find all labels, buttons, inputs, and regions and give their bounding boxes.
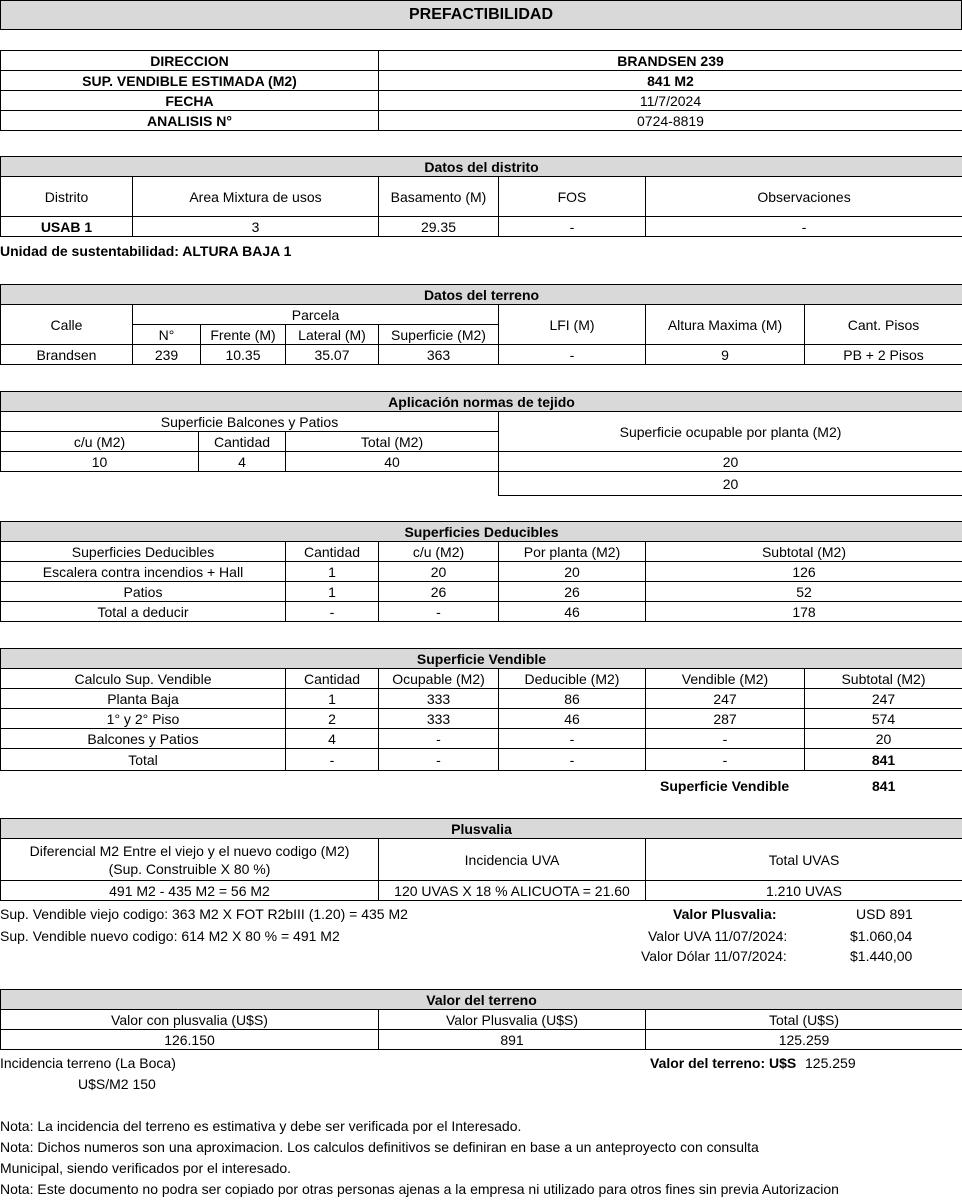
info-value: 11/7/2024	[379, 91, 962, 111]
distrito-table	[0, 156, 962, 237]
col-header-line: (Sup. Construible X 80 %)	[108, 860, 271, 877]
col-header: Total UVAS	[646, 839, 962, 881]
info-label: DIRECCION	[1, 51, 379, 71]
cell: Planta Baja	[1, 689, 286, 709]
empty-cell	[199, 472, 286, 496]
col-header: Superficie ocupable por planta (M2)	[499, 412, 962, 452]
col-header: Vendible (M2)	[646, 669, 805, 689]
cell: -	[379, 749, 499, 771]
valor-dolar-label: Valor Dólar 11/07/2024:	[641, 948, 787, 964]
col-header: Superficie Balcones y Patios	[1, 412, 499, 432]
distrito-note: Unidad de sustentabilidad: ALTURA BAJA 1	[0, 243, 292, 259]
cell: 1.210 UVAS	[646, 881, 962, 901]
cell: Total	[1, 749, 286, 771]
info-label: ANALISIS N°	[1, 111, 379, 131]
cell: 239	[133, 345, 201, 365]
cell: -	[379, 729, 499, 749]
col-header: Superficies Deducibles	[1, 542, 286, 562]
cell: 9	[646, 345, 805, 365]
cell: 333	[379, 709, 499, 729]
page-title: PREFACTIBILIDAD	[0, 0, 962, 30]
col-header: N°	[133, 325, 201, 345]
col-header: Valor con plusvalia (U$S)	[1, 1010, 379, 1030]
col-header: Observaciones	[646, 177, 962, 217]
valor-terreno-total-label: Valor del terreno: U$S	[650, 1055, 797, 1071]
cell: 20	[499, 562, 646, 582]
info-label: FECHA	[1, 91, 379, 111]
cell: 10.35	[201, 345, 286, 365]
col-header: Deducible (M2)	[499, 669, 646, 689]
cell: -	[379, 602, 499, 622]
cell: 1	[286, 562, 379, 582]
cell: 10	[1, 452, 199, 472]
cell: 3	[133, 217, 379, 237]
vendible-summary-value: 841	[872, 778, 896, 794]
cell: 20	[499, 472, 962, 496]
cell: -	[646, 217, 962, 237]
col-header	[1, 839, 379, 881]
col-header: FOS	[499, 177, 646, 217]
section-title: Superficie Vendible	[1, 649, 962, 669]
note-line: Nota: Este documento no podra ser copiado por otras personas ajenas a la empresa ni utilizado para otros fines sin previa Autorizacion	[0, 1181, 839, 1197]
section-title: Datos del distrito	[1, 157, 962, 177]
cell: PB + 2 Pisos	[805, 345, 962, 365]
col-header: Calle	[1, 305, 133, 345]
cell: 574	[805, 709, 962, 729]
col-header: Area Mixtura de usos	[133, 177, 379, 217]
cell: 491 M2 - 435 M2 = 56 M2	[1, 881, 379, 901]
col-header: Altura Maxima (M)	[646, 305, 805, 345]
col-header: Cantidad	[286, 542, 379, 562]
col-header: Parcela	[133, 305, 499, 325]
col-header: Total (M2)	[286, 432, 499, 452]
cell: -	[499, 345, 646, 365]
col-header: LFI (M)	[499, 305, 646, 345]
col-header: Cantidad	[286, 669, 379, 689]
cell: 1	[286, 582, 379, 602]
col-header: Distrito	[1, 177, 133, 217]
cell: 333	[379, 689, 499, 709]
plusvalia-table	[0, 818, 962, 901]
note-line: Municipal, siendo verificados por el interesado.	[0, 1160, 292, 1176]
info-table	[0, 50, 962, 131]
cell: 126.150	[1, 1030, 379, 1050]
info-value: 0724-8819	[379, 111, 962, 131]
cell: 891	[379, 1030, 646, 1050]
valor-uva-value: $1.060,04	[850, 928, 913, 944]
info-value: BRANDSEN 239	[379, 51, 962, 71]
col-header: Por planta (M2)	[499, 542, 646, 562]
cell: 125.259	[646, 1030, 962, 1050]
cell: 4	[286, 729, 379, 749]
cell: -	[499, 729, 646, 749]
cell: 52	[646, 582, 962, 602]
cell: -	[499, 749, 646, 771]
col-header: Cant. Pisos	[805, 305, 962, 345]
cell: 86	[499, 689, 646, 709]
valor-plusvalia-label: Valor Plusvalia:	[673, 906, 777, 922]
cell: 247	[805, 689, 962, 709]
cell: -	[286, 602, 379, 622]
col-header: Cantidad	[199, 432, 286, 452]
deducibles-table	[0, 521, 962, 622]
cell: 29.35	[379, 217, 499, 237]
valor-dolar-value: $1.440,00	[850, 948, 913, 964]
cell: 20	[805, 729, 962, 749]
empty-cell	[286, 472, 499, 496]
cell: USAB 1	[1, 217, 133, 237]
incidencia-label: Incidencia terreno (La Boca)	[0, 1055, 176, 1071]
empty-cell	[1, 472, 199, 496]
vendible-summary-label: Superficie Vendible	[660, 778, 790, 794]
section-title: Valor del terreno	[1, 990, 962, 1010]
col-header: Basamento (M)	[379, 177, 499, 217]
info-value: 841 M2	[379, 71, 962, 91]
valor-uva-label: Valor UVA 11/07/2024:	[648, 928, 788, 944]
cell: 20	[379, 562, 499, 582]
terreno-table	[0, 284, 962, 365]
cell: 40	[286, 452, 499, 472]
col-header: Valor Plusvalia (U$S)	[379, 1010, 646, 1030]
col-header: Frente (M)	[201, 325, 286, 345]
cell: -	[646, 729, 805, 749]
cell: 4	[199, 452, 286, 472]
tejido-table	[0, 391, 962, 496]
col-header: Ocupable (M2)	[379, 669, 499, 689]
cell: -	[499, 217, 646, 237]
valor-plusvalia-value: USD 891	[856, 906, 913, 922]
cell: Balcones y Patios	[1, 729, 286, 749]
cell: Brandsen	[1, 345, 133, 365]
note-line: Nota: La incidencia del terreno es estimativa y debe ser verificada por el Interesado.	[0, 1118, 522, 1134]
cell: 35.07	[286, 345, 379, 365]
col-header-line: Diferencial M2 Entre el viejo y el nuevo codigo (M2)	[29, 842, 350, 859]
col-header: c/u (M2)	[379, 542, 499, 562]
col-header: Superficie (M2)	[379, 325, 499, 345]
col-header: Subtotal (M2)	[805, 669, 962, 689]
cell: 178	[646, 602, 962, 622]
col-header: c/u (M2)	[1, 432, 199, 452]
cell: 26	[499, 582, 646, 602]
plusvalia-calc-old: Sup. Vendible viejo codigo: 363 M2 X FOT R2bIII (1.20) = 435 M2	[0, 906, 408, 922]
section-title: Superficies Deducibles	[1, 522, 962, 542]
col-header: Subtotal (M2)	[646, 542, 962, 562]
section-title: Aplicación normas de tejido	[1, 392, 962, 412]
cell: 247	[646, 689, 805, 709]
col-header: Total (U$S)	[646, 1010, 962, 1030]
cell: 363	[379, 345, 499, 365]
col-header: Calculo Sup. Vendible	[1, 669, 286, 689]
note-line: Nota: Dichos numeros son una aproximacion. Los calculos definitivos se definiran en base a un anteproyecto con consulta	[0, 1139, 759, 1155]
cell: Escalera contra incendios + Hall	[1, 562, 286, 582]
valor-terreno-total-value: 125.259	[805, 1055, 856, 1071]
cell: 1	[286, 689, 379, 709]
col-header: Incidencia UVA	[379, 839, 646, 881]
cell: 126	[646, 562, 962, 582]
incidencia-value: U$S/M2 150	[78, 1076, 156, 1092]
cell: 46	[499, 602, 646, 622]
cell: Total a deducir	[1, 602, 286, 622]
cell: 20	[499, 452, 962, 472]
cell: 287	[646, 709, 805, 729]
info-label: SUP. VENDIBLE ESTIMADA (M2)	[1, 71, 379, 91]
cell: 46	[499, 709, 646, 729]
cell: -	[286, 749, 379, 771]
cell: 2	[286, 709, 379, 729]
cell: -	[646, 749, 805, 771]
vendible-table	[0, 648, 962, 771]
cell: Patios	[1, 582, 286, 602]
cell: 26	[379, 582, 499, 602]
cell: 1° y 2° Piso	[1, 709, 286, 729]
section-title: Datos del terreno	[1, 285, 962, 305]
cell: 841	[805, 749, 962, 771]
section-title: Plusvalia	[1, 819, 962, 839]
valor-terreno-table	[0, 989, 962, 1050]
cell: 120 UVAS X 18 % ALICUOTA = 21.60	[379, 881, 646, 901]
col-header: Lateral (M)	[286, 325, 379, 345]
plusvalia-calc-new: Sup. Vendible nuevo codigo: 614 M2 X 80 % = 491 M2	[0, 928, 340, 944]
